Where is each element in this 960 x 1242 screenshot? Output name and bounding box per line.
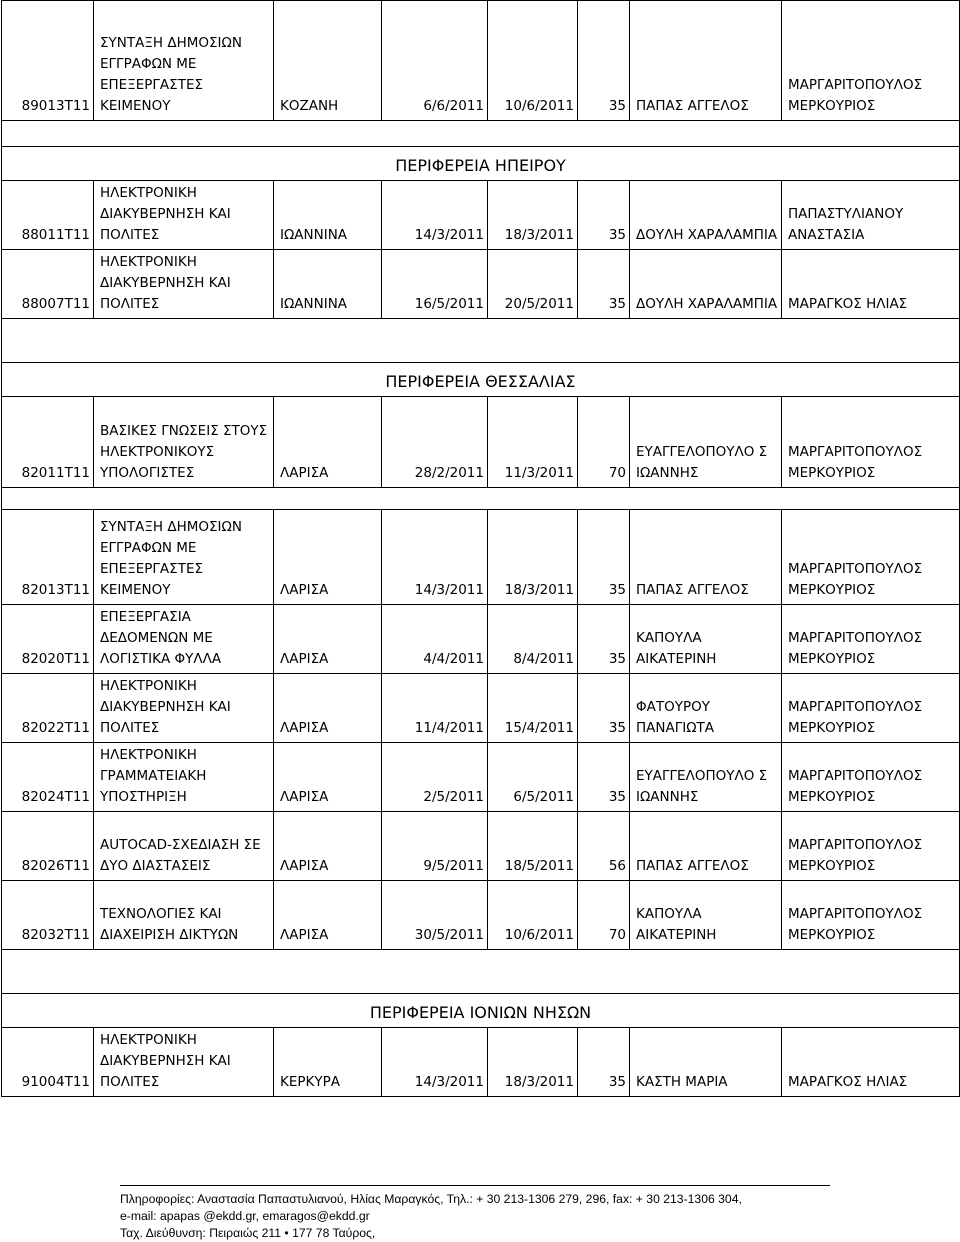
supervisor-cell: ΜΑΡΓΑΡΙΤΟΠΟΥΛΟΣ ΜΕΡΚΟΥΡΙΟΣ [782, 743, 960, 812]
footer-contact-line: Πληροφορίες: Αναστασία Παπαστυλιανού, Ηλίας Μαραγκός, Τηλ.: + 30 213-1306 279, 296, fax: + 30 213-1306 304, [120, 1192, 742, 1206]
region-row [2, 147, 960, 181]
table-row [2, 605, 960, 674]
hours-cell: 35 [578, 743, 630, 812]
start-date-cell: 11/4/2011 [382, 674, 488, 743]
city-cell: ΛΑΡΙΣΑ [274, 397, 382, 488]
trainer-cell: ΕΥΑΓΓΕΛΟΠΟΥΛΟ Σ ΙΩΑΝΝΗΣ [630, 397, 782, 488]
hours-cell: 35 [578, 605, 630, 674]
region-cell [2, 994, 960, 1028]
end-date-cell: 18/3/2011 [488, 181, 578, 250]
city-cell: ΛΑΡΙΣΑ [274, 674, 382, 743]
start-date-cell: 4/4/2011 [382, 605, 488, 674]
footer-divider [120, 1185, 830, 1186]
course-code-cell: 89013T11 [2, 1, 94, 121]
spacer-cell [2, 950, 960, 994]
course-code-cell: 88011T11 [2, 181, 94, 250]
hours-cell: 56 [578, 812, 630, 881]
trainer-cell: ΦΑΤΟΥΡΟΥ ΠΑΝΑΓΙΩΤΑ [630, 674, 782, 743]
hours-cell: 70 [578, 881, 630, 950]
supervisor-cell: ΜΑΡΓΑΡΙΤΟΠΟΥΛΟΣ ΜΕΡΚΟΥΡΙΟΣ [782, 881, 960, 950]
trainer-cell: ΠΑΠΑΣ ΑΓΓΕΛΟΣ [630, 1, 782, 121]
supervisor-cell: ΜΑΡΓΑΡΙΤΟΠΟΥΛΟΣ ΜΕΡΚΟΥΡΙΟΣ [782, 674, 960, 743]
course-title-cell: ΕΠΕΞΕΡΓΑΣΙΑ ΔΕΔΟΜΕΝΩΝ ΜΕ ΛΟΓΙΣΤΙΚΑ ΦΥΛΛΑ [94, 605, 274, 674]
spacer-cell [2, 488, 960, 510]
city-cell: ΙΩΑΝΝΙΝΑ [274, 250, 382, 319]
spacer-cell [2, 121, 960, 147]
table-row [2, 812, 960, 881]
hours-cell: 35 [578, 510, 630, 605]
course-code-cell: 88007T11 [2, 250, 94, 319]
trainer-cell: ΕΥΑΓΓΕΛΟΠΟΥΛΟ Σ ΙΩΑΝΝΗΣ [630, 743, 782, 812]
course-code-cell: 82011T11 [2, 397, 94, 488]
region-title: ΠΕΡΙΦΕΡΕΙΑ ΘΕΣΣΑΛΙΑΣ [385, 372, 576, 391]
course-code-cell: 82013T11 [2, 510, 94, 605]
supervisor-cell: ΜΑΡΓΑΡΙΤΟΠΟΥΛΟΣ ΜΕΡΚΟΥΡΙΟΣ [782, 605, 960, 674]
hours-cell: 35 [578, 674, 630, 743]
end-date-cell: 18/5/2011 [488, 812, 578, 881]
trainer-cell: ΚΑΣΤΗ ΜΑΡΙΑ [630, 1028, 782, 1097]
end-date-cell: 15/4/2011 [488, 674, 578, 743]
city-cell: ΛΑΡΙΣΑ [274, 510, 382, 605]
hours-cell: 35 [578, 1, 630, 121]
supervisor-cell: ΜΑΡΓΑΡΙΤΟΠΟΥΛΟΣ ΜΕΡΚΟΥΡΙΟΣ [782, 812, 960, 881]
trainer-cell: ΔΟΥΛΗ ΧΑΡΑΛΑΜΠΙΑ [630, 250, 782, 319]
table-body [2, 1, 960, 1097]
city-cell: ΙΩΑΝΝΙΝΑ [274, 181, 382, 250]
region-title: ΠΕΡΙΦΕΡΕΙΑ ΗΠΕΙΡΟΥ [395, 156, 566, 175]
trainer-cell: ΚΑΠΟΥΛΑ ΑΙΚΑΤΕΡΙΝΗ [630, 881, 782, 950]
table-row [2, 1028, 960, 1097]
course-title-cell: ΣΥΝΤΑΞΗ ΔΗΜΟΣΙΩΝ ΕΓΓΡΑΦΩΝ ΜΕ ΕΠΕΞΕΡΓΑΣΤΕΣ ΚΕΙΜΕΝΟΥ [94, 510, 274, 605]
course-title-cell: AUTOCAD-ΣΧΕΔΙΑΣΗ ΣΕ ΔΥΟ ΔΙΑΣΤΑΣΕΙΣ [94, 812, 274, 881]
course-title-cell: ΗΛΕΚΤΡΟΝΙΚΗ ΔΙΑΚΥΒΕΡΝΗΣΗ ΚΑΙ ΠΟΛΙΤΕΣ [94, 1028, 274, 1097]
spacer-row [2, 319, 960, 363]
course-title-cell: ΗΛΕΚΤΡΟΝΙΚΗ ΓΡΑΜΜΑΤΕΙΑΚΗ ΥΠΟΣΤΗΡΙΞΗ [94, 743, 274, 812]
course-code-cell: 82032T11 [2, 881, 94, 950]
start-date-cell: 14/3/2011 [382, 1028, 488, 1097]
hours-cell: 35 [578, 250, 630, 319]
hours-cell: 70 [578, 397, 630, 488]
supervisor-cell: ΜΑΡΑΓΚΟΣ ΗΛΙΑΣ [782, 250, 960, 319]
start-date-cell: 16/5/2011 [382, 250, 488, 319]
spacer-cell [2, 319, 960, 363]
end-date-cell: 10/6/2011 [488, 881, 578, 950]
trainer-cell: ΠΑΠΑΣ ΑΓΓΕΛΟΣ [630, 812, 782, 881]
trainer-cell: ΔΟΥΛΗ ΧΑΡΑΛΑΜΠΙΑ [630, 181, 782, 250]
table-row [2, 397, 960, 488]
end-date-cell: 10/6/2011 [488, 1, 578, 121]
table-row [2, 743, 960, 812]
course-code-cell: 82024T11 [2, 743, 94, 812]
trainer-cell: ΠΑΠΑΣ ΑΓΓΕΛΟΣ [630, 510, 782, 605]
course-code-cell: 82022T11 [2, 674, 94, 743]
supervisor-cell: ΠΑΠΑΣΤΥΛΙΑΝΟΥ ΑΝΑΣΤΑΣΙΑ [782, 181, 960, 250]
table-row [2, 181, 960, 250]
start-date-cell: 28/2/2011 [382, 397, 488, 488]
course-schedule-table [1, 0, 960, 1097]
footer-address-line: Ταχ. Διεύθυνση: Πειραιώς 211 • 177 78 Ταύρος, [120, 1226, 376, 1240]
course-title-cell: ΗΛΕΚΤΡΟΝΙΚΗ ΔΙΑΚΥΒΕΡΝΗΣΗ ΚΑΙ ΠΟΛΙΤΕΣ [94, 181, 274, 250]
supervisor-cell: ΜΑΡΓΑΡΙΤΟΠΟΥΛΟΣ ΜΕΡΚΟΥΡΙΟΣ [782, 1, 960, 121]
city-cell: ΚΟΖΑΝΗ [274, 1, 382, 121]
footer-email-line: e-mail: apapas @ekdd.gr, emaragos@ekdd.gr [120, 1209, 370, 1223]
start-date-cell: 14/3/2011 [382, 510, 488, 605]
table-row [2, 510, 960, 605]
trainer-cell: ΚΑΠΟΥΛΑ ΑΙΚΑΤΕΡΙΝΗ [630, 605, 782, 674]
table-row [2, 1, 960, 121]
spacer-row [2, 488, 960, 510]
course-title-cell: ΒΑΣΙΚΕΣ ΓΝΩΣΕΙΣ ΣΤΟΥΣ ΗΛΕΚΤΡΟΝΙΚΟΥΣ ΥΠΟΛΟΓΙΣΤΕΣ [94, 397, 274, 488]
region-cell [2, 147, 960, 181]
start-date-cell: 9/5/2011 [382, 812, 488, 881]
spacer-row [2, 121, 960, 147]
region-title: ΠΕΡΙΦΕΡΕΙΑ ΙΟΝΙΩΝ ΝΗΣΩΝ [369, 1003, 592, 1022]
hours-cell: 35 [578, 181, 630, 250]
course-title-cell: ΗΛΕΚΤΡΟΝΙΚΗ ΔΙΑΚΥΒΕΡΝΗΣΗ ΚΑΙ ΠΟΛΙΤΕΣ [94, 250, 274, 319]
course-title-cell: ΗΛΕΚΤΡΟΝΙΚΗ ΔΙΑΚΥΒΕΡΝΗΣΗ ΚΑΙ ΠΟΛΙΤΕΣ [94, 674, 274, 743]
contact-footer [120, 1185, 840, 1242]
region-row [2, 994, 960, 1028]
start-date-cell: 6/6/2011 [382, 1, 488, 121]
city-cell: ΛΑΡΙΣΑ [274, 812, 382, 881]
spacer-row [2, 950, 960, 994]
course-title-cell: ΤΕΧΝΟΛΟΓΙΕΣ ΚΑΙ ΔΙΑΧΕΙΡΙΣΗ ΔΙΚΤΥΩΝ [94, 881, 274, 950]
city-cell: ΛΑΡΙΣΑ [274, 881, 382, 950]
course-code-cell: 82020T11 [2, 605, 94, 674]
hours-cell: 35 [578, 1028, 630, 1097]
city-cell: ΛΑΡΙΣΑ [274, 743, 382, 812]
table-row [2, 674, 960, 743]
supervisor-cell: ΜΑΡΓΑΡΙΤΟΠΟΥΛΟΣ ΜΕΡΚΟΥΡΙΟΣ [782, 397, 960, 488]
city-cell: ΛΑΡΙΣΑ [274, 605, 382, 674]
supervisor-cell: ΜΑΡΓΑΡΙΤΟΠΟΥΛΟΣ ΜΕΡΚΟΥΡΙΟΣ [782, 510, 960, 605]
start-date-cell: 2/5/2011 [382, 743, 488, 812]
course-code-cell: 82026T11 [2, 812, 94, 881]
end-date-cell: 18/3/2011 [488, 1028, 578, 1097]
city-cell: ΚΕΡΚΥΡΑ [274, 1028, 382, 1097]
end-date-cell: 18/3/2011 [488, 510, 578, 605]
supervisor-cell: ΜΑΡΑΓΚΟΣ ΗΛΙΑΣ [782, 1028, 960, 1097]
region-row [2, 363, 960, 397]
end-date-cell: 6/5/2011 [488, 743, 578, 812]
table-row [2, 250, 960, 319]
start-date-cell: 30/5/2011 [382, 881, 488, 950]
course-title-cell: ΣΥΝΤΑΞΗ ΔΗΜΟΣΙΩΝ ΕΓΓΡΑΦΩΝ ΜΕ ΕΠΕΞΕΡΓΑΣΤΕΣ ΚΕΙΜΕΝΟΥ [94, 1, 274, 121]
end-date-cell: 20/5/2011 [488, 250, 578, 319]
end-date-cell: 11/3/2011 [488, 397, 578, 488]
start-date-cell: 14/3/2011 [382, 181, 488, 250]
course-code-cell: 91004T11 [2, 1028, 94, 1097]
table-row [2, 881, 960, 950]
region-cell [2, 363, 960, 397]
end-date-cell: 8/4/2011 [488, 605, 578, 674]
